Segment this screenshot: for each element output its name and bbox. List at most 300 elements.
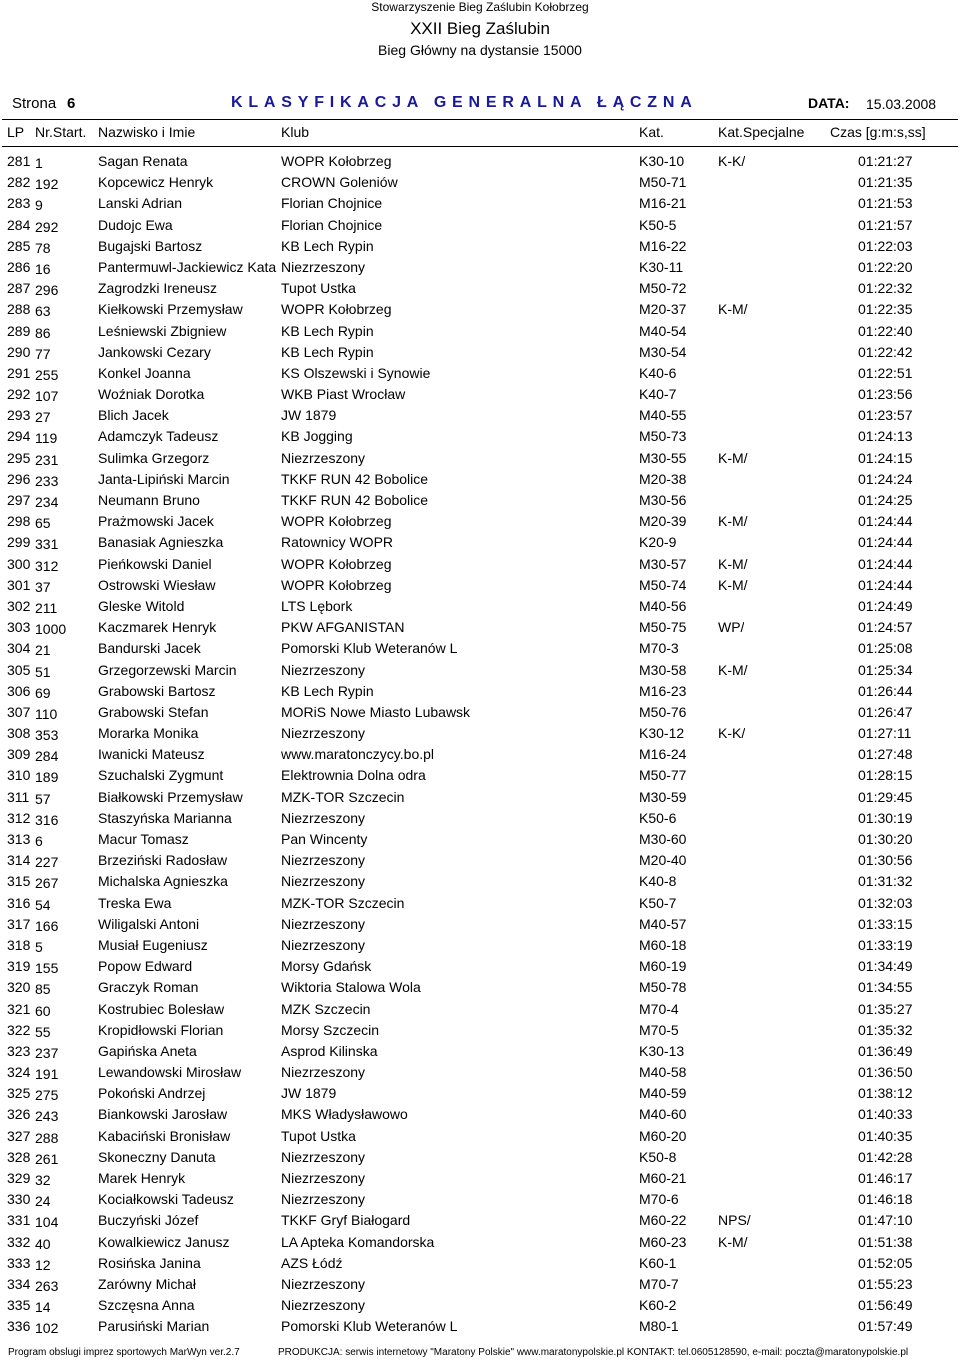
- cell-lp: 319: [7, 958, 31, 975]
- cell-name: Treska Ewa: [98, 894, 172, 911]
- cell-name: Graczyk Roman: [98, 979, 199, 996]
- cell-category: M16-21: [639, 195, 687, 212]
- cell-club: MZK-TOR Szczecin: [281, 894, 405, 911]
- cell-time: 01:24:44: [858, 555, 913, 572]
- cell-start-number: 227: [35, 854, 59, 871]
- cell-category: M20-40: [639, 852, 687, 869]
- cell-start-number: 16: [35, 260, 51, 277]
- cell-category: M60-21: [639, 1170, 687, 1186]
- cell-time: 01:21:53: [858, 195, 913, 212]
- cell-time: 01:24:49: [858, 597, 913, 614]
- cell-name: Kaczmarek Henryk: [98, 619, 217, 636]
- cell-lp: 322: [7, 1021, 31, 1038]
- cell-category: M40-60: [639, 1106, 687, 1123]
- cell-club: Morsy Szczecin: [281, 1021, 380, 1038]
- cell-lp: 321: [7, 1000, 31, 1017]
- cell-name: Adamczyk Tadeusz: [98, 428, 219, 445]
- table-row: [0, 870, 960, 891]
- cell-start-number: 40: [35, 1235, 51, 1252]
- cell-category: M60-20: [639, 1127, 687, 1144]
- cell-name: Lewandowski Mirosław: [98, 1064, 242, 1081]
- cell-club: Pan Wincenty: [281, 831, 368, 847]
- cell-time: 01:24:25: [858, 492, 913, 508]
- cell-lp: 310: [7, 767, 31, 784]
- cell-category: M30-54: [639, 343, 687, 360]
- cell-lp: 336: [7, 1318, 31, 1335]
- cell-start-number: 51: [35, 663, 51, 680]
- cell-start-number: 1: [35, 155, 43, 171]
- table-row: [0, 616, 960, 637]
- cell-time: 01:33:15: [858, 915, 913, 932]
- cell-time: 01:22:51: [858, 364, 913, 381]
- cell-time: 01:22:03: [858, 237, 913, 254]
- cell-special-category: K-K/: [718, 153, 746, 169]
- cell-start-number: 27: [35, 409, 51, 426]
- cell-club: Niezrzeszony: [281, 936, 366, 953]
- cell-time: 01:55:23: [858, 1275, 913, 1292]
- cell-category: M16-23: [639, 682, 687, 699]
- cell-start-number: 155: [35, 960, 59, 977]
- cell-club: WOPR Kołobrzeg: [281, 301, 392, 318]
- table-row: [0, 976, 960, 997]
- cell-name: Sagan Renata: [98, 153, 188, 169]
- cell-time: 01:21:57: [858, 216, 913, 233]
- cell-name: Parusiński Marian: [98, 1318, 210, 1335]
- cell-time: 01:21:27: [858, 153, 913, 169]
- table-row: [0, 955, 960, 976]
- cell-start-number: 104: [35, 1214, 59, 1231]
- cell-lp: 335: [7, 1297, 31, 1314]
- cell-lp: 298: [7, 513, 31, 530]
- cell-club: Niezrzeszony: [281, 1064, 366, 1081]
- cell-name: Popow Edward: [98, 958, 193, 975]
- cell-club: Niezrzeszony: [281, 852, 366, 869]
- cell-name: Janta-Lipiński Marcin: [98, 470, 230, 487]
- cell-time: 01:26:44: [858, 682, 913, 699]
- cell-start-number: 284: [35, 748, 59, 765]
- cell-special-category: K-M/: [718, 576, 748, 593]
- table-row: [0, 807, 960, 828]
- cell-name: Kowalkiewicz Janusz: [98, 1233, 230, 1250]
- cell-time: 01:26:47: [858, 703, 913, 720]
- table-row: [0, 786, 960, 807]
- cell-name: Lanski Adrian: [98, 195, 183, 212]
- page-label: Strona: [12, 95, 57, 112]
- cell-club: Ratownicy WOPR: [281, 534, 394, 551]
- cell-club: Niezrzeszony: [281, 915, 366, 932]
- table-row: [0, 235, 960, 256]
- table-row: [0, 701, 960, 722]
- cell-category: M16-22: [639, 237, 687, 254]
- cell-category: K30-13: [639, 1042, 685, 1059]
- cell-name: Kostrubiec Bolesław: [98, 1000, 225, 1017]
- cell-category: M70-3: [639, 640, 679, 657]
- table-row: [0, 489, 960, 510]
- cell-start-number: 1000: [35, 621, 67, 638]
- cell-start-number: 331: [35, 536, 59, 553]
- cell-time: 01:24:15: [858, 449, 913, 466]
- table-row: [0, 214, 960, 235]
- cell-club: Niezrzeszony: [281, 725, 366, 742]
- cell-lp: 317: [7, 915, 31, 932]
- table-row: [0, 298, 960, 319]
- table-row: [0, 1082, 960, 1103]
- cell-category: M60-18: [639, 936, 687, 953]
- cell-name: Gleske Witold: [98, 597, 185, 614]
- cell-time: 01:31:32: [858, 873, 913, 890]
- cell-time: 01:24:44: [858, 534, 913, 551]
- cell-start-number: 231: [35, 451, 59, 468]
- cell-club: Florian Chojnice: [281, 195, 383, 212]
- cell-lp: 307: [7, 703, 31, 720]
- cell-category: K50-5: [639, 216, 677, 233]
- cell-category: M40-58: [639, 1064, 687, 1081]
- table-row: [0, 362, 960, 383]
- cell-time: 01:36:49: [858, 1042, 913, 1059]
- cell-club: WKB Piast Wrocław: [281, 386, 406, 403]
- cell-start-number: 65: [35, 515, 51, 532]
- cell-lp: 333: [7, 1254, 31, 1271]
- cell-lp: 296: [7, 470, 31, 487]
- date-label: DATA:: [808, 95, 850, 111]
- table-row: [0, 1019, 960, 1040]
- cell-lp: 285: [7, 237, 31, 254]
- cell-lp: 283: [7, 195, 31, 212]
- cell-category: M70-4: [639, 1000, 679, 1017]
- cell-lp: 331: [7, 1212, 31, 1229]
- cell-club: Niezrzeszony: [281, 873, 366, 890]
- cell-category: M70-5: [639, 1021, 679, 1038]
- cell-time: 01:40:35: [858, 1127, 913, 1144]
- cell-club: Elektrownia Dolna odra: [281, 767, 426, 784]
- cell-name: Iwanicki Mateusz: [98, 746, 205, 763]
- cell-club: JW 1879: [281, 1085, 337, 1102]
- organizer-name: Stowarzyszenie Bieg Zaślubin Kołobrzeg: [371, 0, 589, 14]
- header-rule-bottom: [2, 146, 958, 147]
- table-row: [0, 1273, 960, 1294]
- col-header-name: Nazwisko i Imie: [98, 124, 196, 140]
- table-row: [0, 1252, 960, 1273]
- cell-time: 01:22:42: [858, 343, 913, 360]
- table-row: [0, 171, 960, 192]
- table-row: [0, 320, 960, 341]
- table-row: [0, 192, 960, 213]
- cell-category: M50-76: [639, 703, 687, 720]
- table-row: [0, 1294, 960, 1315]
- cell-name: Białkowski Przemysław: [98, 788, 243, 805]
- cell-lp: 295: [7, 449, 31, 466]
- cell-name: Pantermuwl-Jackiewicz Kata: [98, 258, 277, 275]
- cell-club: WOPR Kołobrzeg: [281, 555, 392, 572]
- cell-category: K40-7: [639, 386, 677, 403]
- cell-category: M50-72: [639, 280, 687, 297]
- cell-category: M40-59: [639, 1085, 687, 1102]
- cell-name: Kabaciński Bronisław: [98, 1127, 231, 1144]
- table-row: [0, 510, 960, 531]
- table-row: [0, 659, 960, 680]
- cell-category: M20-37: [639, 301, 687, 318]
- cell-time: 01:24:13: [858, 428, 913, 445]
- cell-club: Niezrzeszony: [281, 661, 366, 678]
- cell-special-category: K-M/: [718, 555, 748, 572]
- cell-time: 01:24:57: [858, 619, 913, 636]
- cell-lp: 287: [7, 280, 31, 297]
- table-row: [0, 425, 960, 446]
- cell-time: 01:24:44: [858, 576, 913, 593]
- cell-name: Gapińska Aneta: [98, 1042, 197, 1059]
- cell-lp: 293: [7, 407, 31, 424]
- cell-start-number: 86: [35, 324, 51, 341]
- cell-category: M70-7: [639, 1275, 679, 1292]
- cell-club: www.maratonczycy.bo.pl: [281, 746, 435, 763]
- cell-start-number: 9: [35, 197, 43, 214]
- col-header-special-category: Kat.Specjalne: [718, 124, 805, 140]
- cell-lp: 312: [7, 809, 31, 826]
- table-row: [0, 468, 960, 489]
- cell-category: M40-56: [639, 597, 687, 614]
- cell-start-number: 110: [35, 705, 58, 722]
- cell-start-number: 296: [35, 282, 59, 299]
- table-row: [0, 277, 960, 298]
- cell-start-number: 107: [35, 388, 59, 405]
- cell-club: AZS Łódź: [281, 1254, 343, 1271]
- cell-lp: 315: [7, 873, 31, 890]
- cell-category: K50-7: [639, 894, 677, 911]
- cell-time: 01:32:03: [858, 894, 913, 911]
- cell-name: Bandurski Jacek: [98, 640, 201, 657]
- cell-category: M30-56: [639, 492, 687, 508]
- cell-time: 01:22:32: [858, 280, 913, 297]
- cell-start-number: 211: [35, 599, 58, 616]
- cell-name: Wiligalski Antoni: [98, 915, 200, 932]
- cell-club: WOPR Kołobrzeg: [281, 153, 392, 169]
- cell-name: Skoneczny Danuta: [98, 1148, 216, 1165]
- table-row: [0, 1231, 960, 1252]
- cell-club: MZK Szczecin: [281, 1000, 371, 1017]
- cell-start-number: 54: [35, 896, 51, 913]
- cell-special-category: NPS/: [718, 1212, 751, 1229]
- cell-time: 01:22:40: [858, 322, 913, 339]
- cell-start-number: 189: [35, 769, 59, 786]
- cell-name: Pieńkowski Daniel: [98, 555, 212, 572]
- page-info-bar: [0, 93, 960, 117]
- results-table: [0, 150, 960, 1337]
- cell-time: 01:40:33: [858, 1106, 913, 1123]
- col-header-club: Klub: [281, 124, 310, 140]
- cell-club: Asprod Kilinska: [281, 1042, 378, 1059]
- cell-name: Musiał Eugeniusz: [98, 936, 208, 953]
- cell-name: Zagrodzki Ireneusz: [98, 280, 218, 297]
- cell-start-number: 192: [35, 176, 59, 193]
- cell-time: 01:29:45: [858, 788, 913, 805]
- table-row: [0, 764, 960, 785]
- cell-special-category: K-M/: [718, 1233, 748, 1250]
- table-row: [0, 553, 960, 574]
- cell-special-category: K-M/: [718, 449, 748, 466]
- cell-time: 01:28:15: [858, 767, 913, 784]
- cell-category: M60-22: [639, 1212, 687, 1229]
- cell-start-number: 316: [35, 811, 59, 828]
- cell-time: 01:27:11: [858, 725, 912, 742]
- table-row: [0, 998, 960, 1019]
- cell-special-category: K-M/: [718, 661, 748, 678]
- cell-category: K30-10: [639, 153, 685, 169]
- cell-category: K50-8: [639, 1148, 677, 1165]
- cell-lp: 300: [7, 555, 31, 572]
- cell-category: K30-12: [639, 725, 685, 742]
- cell-time: 01:46:18: [858, 1191, 913, 1208]
- table-row: [0, 1167, 960, 1188]
- cell-start-number: 14: [35, 1299, 51, 1316]
- cell-time: 01:30:19: [858, 809, 913, 826]
- cell-start-number: 292: [35, 218, 59, 235]
- cell-club: TKKF Gryf Białogard: [281, 1212, 411, 1229]
- cell-lp: 323: [7, 1042, 31, 1059]
- table-row: [0, 934, 960, 955]
- col-header-time: Czas [g:m:s,ss]: [830, 124, 926, 140]
- table-row: [0, 849, 960, 870]
- cell-time: 01:35:32: [858, 1021, 913, 1038]
- cell-name: Brzeziński Radosław: [98, 852, 228, 869]
- table-row: [0, 1188, 960, 1209]
- cell-name: Bugajski Bartosz: [98, 237, 203, 254]
- cell-start-number: 267: [35, 875, 59, 892]
- cell-club: KB Lech Rypin: [281, 237, 374, 254]
- cell-name: Leśniewski Zbigniew: [98, 322, 227, 339]
- col-header-category: Kat.: [639, 124, 664, 140]
- cell-club: Niezrzeszony: [281, 1148, 366, 1165]
- table-row: [0, 256, 960, 277]
- cell-club: TKKF RUN 42 Bobolice: [281, 470, 429, 487]
- cell-club: Tupot Ustka: [281, 1127, 356, 1144]
- cell-time: 01:47:10: [858, 1212, 913, 1229]
- cell-start-number: 57: [35, 790, 51, 807]
- cell-time: 01:22:35: [858, 301, 913, 318]
- cell-club: Morsy Gdańsk: [281, 958, 372, 975]
- table-row: [0, 892, 960, 913]
- cell-start-number: 85: [35, 981, 51, 998]
- cell-category: K60-2: [639, 1297, 677, 1314]
- cell-category: M30-57: [639, 555, 687, 572]
- cell-start-number: 234: [35, 494, 59, 510]
- table-row: [0, 743, 960, 764]
- cell-category: M50-78: [639, 979, 687, 996]
- cell-special-category: WP/: [718, 619, 745, 636]
- event-title: XXII Bieg Zaślubin: [410, 19, 550, 38]
- cell-name: Jankowski Cezary: [98, 343, 211, 360]
- table-row: [0, 531, 960, 552]
- cell-name: Rosińska Janina: [98, 1254, 201, 1271]
- table-row: [0, 1040, 960, 1061]
- cell-name: Morarka Monika: [98, 725, 199, 742]
- cell-time: 01:56:49: [858, 1297, 913, 1314]
- cell-club: CROWN Goleniów: [281, 174, 398, 191]
- cell-name: Blich Jacek: [98, 407, 169, 424]
- date-value: 15.03.2008: [866, 96, 937, 112]
- cell-category: K40-6: [639, 364, 677, 381]
- cell-category: M50-75: [639, 619, 687, 636]
- cell-start-number: 119: [35, 430, 58, 447]
- cell-category: M40-55: [639, 407, 687, 424]
- cell-lp: 292: [7, 386, 31, 403]
- table-row: [0, 404, 960, 425]
- table-row: [0, 447, 960, 468]
- cell-start-number: 288: [35, 1129, 59, 1146]
- cell-lp: 314: [7, 852, 31, 869]
- cell-start-number: 21: [35, 642, 51, 659]
- cell-time: 01:46:17: [858, 1170, 913, 1186]
- table-row: [0, 1125, 960, 1146]
- cell-start-number: 243: [35, 1108, 59, 1125]
- cell-start-number: 261: [35, 1150, 59, 1167]
- cell-category: M20-39: [639, 513, 687, 530]
- cell-club: KB Lech Rypin: [281, 343, 374, 360]
- cell-lp: 301: [7, 576, 31, 593]
- cell-club: KB Lech Rypin: [281, 322, 374, 339]
- cell-category: M30-60: [639, 831, 687, 847]
- cell-start-number: 63: [35, 303, 51, 320]
- cell-start-number: 32: [35, 1172, 51, 1188]
- cell-start-number: 77: [35, 345, 51, 362]
- cell-lp: 294: [7, 428, 31, 445]
- cell-special-category: K-M/: [718, 513, 748, 530]
- cell-start-number: 24: [35, 1193, 51, 1210]
- cell-time: 01:23:57: [858, 407, 913, 424]
- cell-category: K30-11: [639, 258, 684, 275]
- cell-category: M50-73: [639, 428, 687, 445]
- cell-club: Niezrzeszony: [281, 1170, 366, 1186]
- cell-name: Woźniak Dorotka: [98, 386, 205, 403]
- cell-name: Banasiak Agnieszka: [98, 534, 224, 551]
- cell-start-number: 353: [35, 727, 59, 744]
- cell-name: Neumann Bruno: [98, 492, 200, 508]
- cell-lp: 309: [7, 746, 31, 763]
- cell-club: Niezrzeszony: [281, 1191, 366, 1208]
- table-row: [0, 150, 960, 171]
- cell-time: 01:25:08: [858, 640, 913, 657]
- cell-club: MORiS Nowe Miasto Lubawsk: [281, 703, 471, 720]
- table-row: [0, 828, 960, 849]
- cell-category: M30-55: [639, 449, 687, 466]
- cell-lp: 304: [7, 640, 31, 657]
- cell-name: Buczyński Józef: [98, 1212, 199, 1229]
- event-subtitle: Bieg Główny na dystansie 15000: [378, 42, 582, 58]
- cell-club: KB Jogging: [281, 428, 353, 445]
- table-row: [0, 1103, 960, 1124]
- cell-club: Pomorski Klub Weteranów L: [281, 640, 458, 657]
- cell-lp: 303: [7, 619, 31, 636]
- cell-time: 01:35:27: [858, 1000, 913, 1017]
- cell-club: Niezrzeszony: [281, 258, 366, 275]
- table-row: [0, 383, 960, 404]
- cell-lp: 311: [7, 788, 30, 805]
- cell-special-category: K-K/: [718, 725, 746, 742]
- cell-lp: 291: [7, 364, 31, 381]
- cell-name: Dudojc Ewa: [98, 216, 173, 233]
- cell-lp: 316: [7, 894, 31, 911]
- cell-category: M30-58: [639, 661, 687, 678]
- cell-name: Kiełkowski Przemysław: [98, 301, 243, 318]
- cell-time: 01:34:49: [858, 958, 913, 975]
- cell-special-category: K-M/: [718, 301, 748, 318]
- cell-time: 01:23:56: [858, 386, 913, 403]
- cell-category: M50-71: [639, 174, 687, 191]
- table-row: [0, 1061, 960, 1082]
- cell-start-number: 255: [35, 366, 59, 383]
- cell-name: Biankowski Jarosław: [98, 1106, 228, 1123]
- cell-lp: 329: [7, 1170, 31, 1186]
- cell-lp: 334: [7, 1275, 31, 1292]
